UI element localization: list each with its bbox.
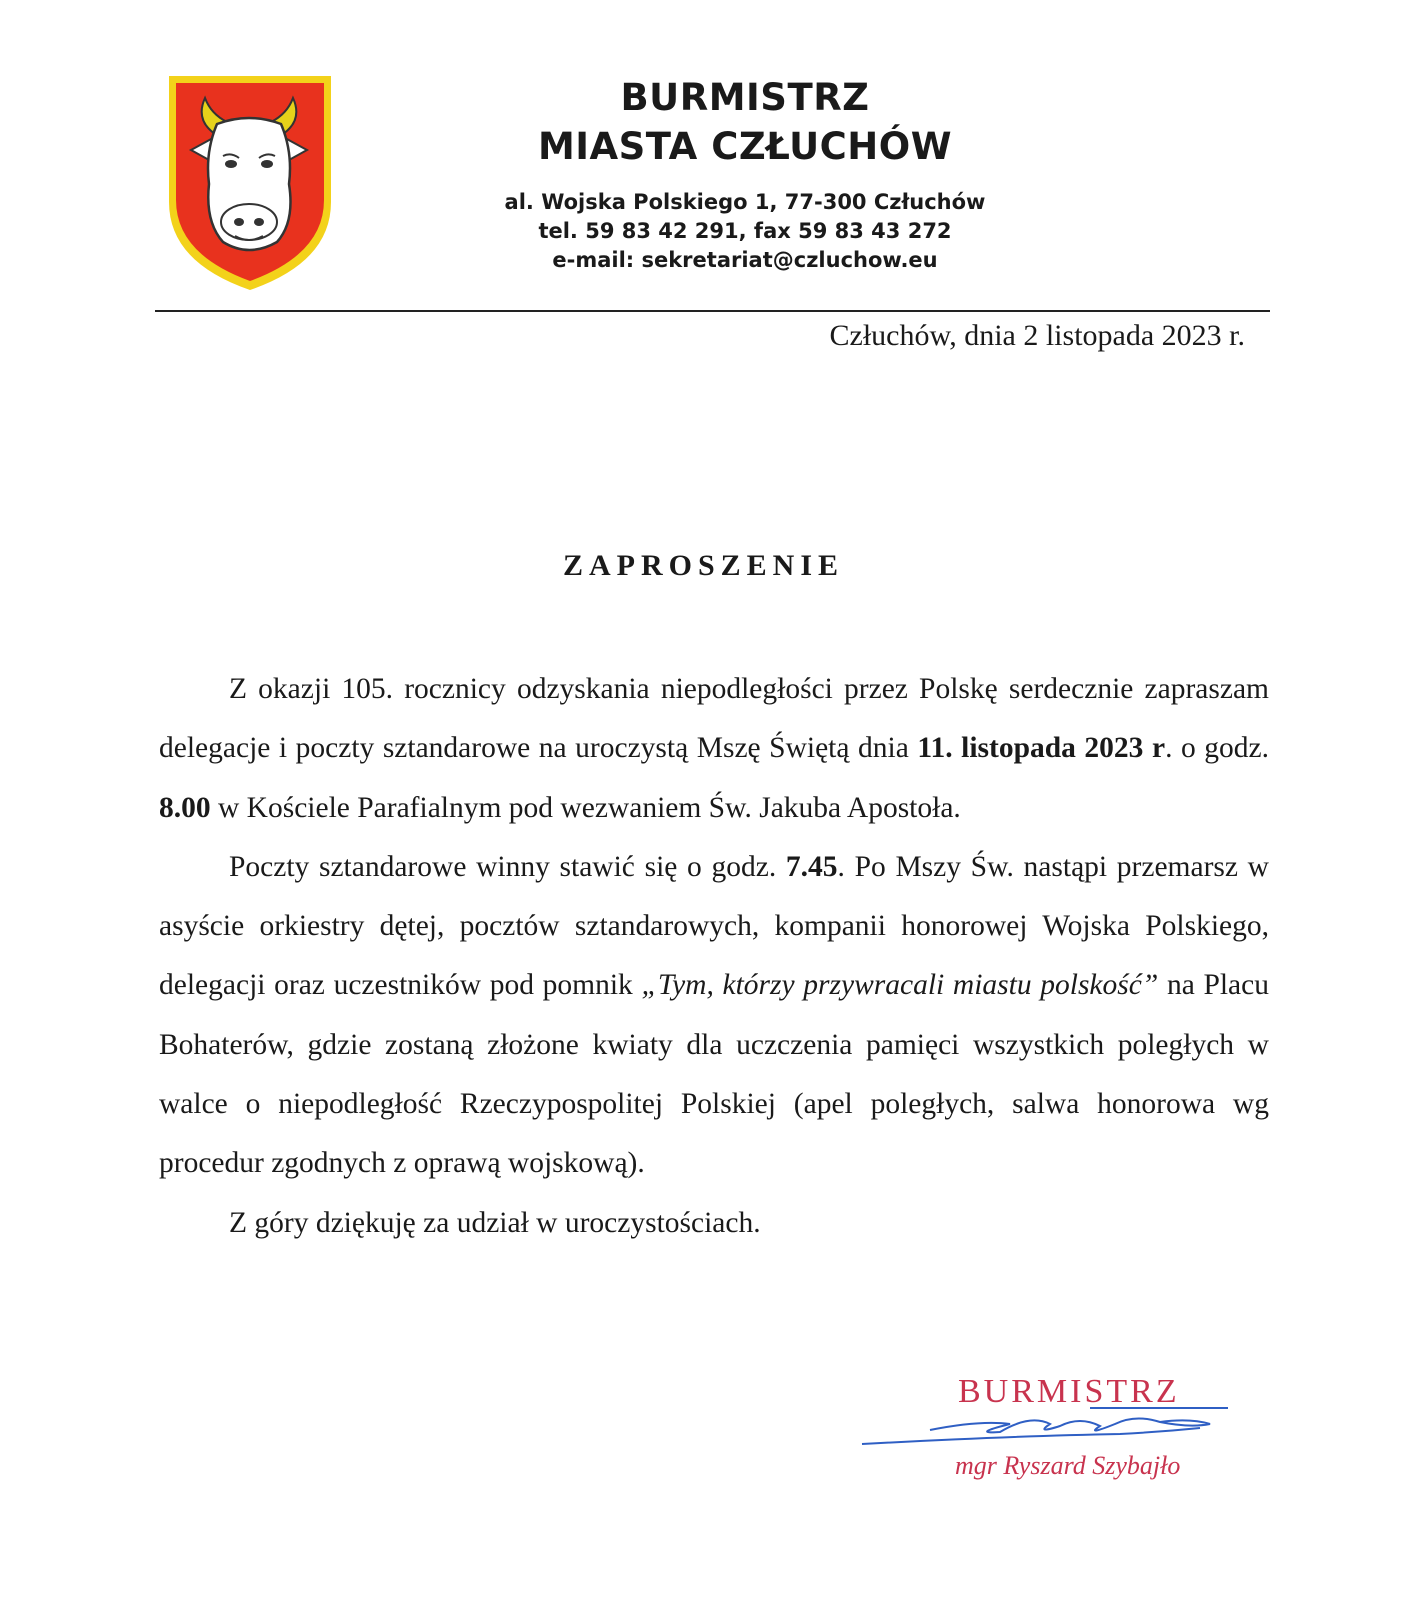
letterhead-title-line2: MIASTA CZŁUCHÓW [537,125,953,168]
date-line: Człuchów, dnia 2 listopada 2023 r. [829,319,1245,352]
event-time: 8.00 [159,791,211,824]
paragraph-1: Z okazji 105. rocznicy odzyskania niepodległości przez Polskę serdecznie zapraszam delegacje i poczty sztandarowe na uroczystą Mszę Świętą dnia 11. listopada 2023 r. o godz. 8.00 w Kościele Parafialnym pod wezwaniem Św. Jakuba Apostoła. [159,673,1270,824]
event-date: 11. listopada 2023 r [917,732,1166,765]
document-title: ZAPROSZENIE [562,549,845,582]
paragraph-3: Z góry dziękuję za udział w uroczystościach. [229,1206,761,1239]
letter-body [159,660,1269,1253]
letterhead-address: al. Wojska Polskiego 1, 77-300 Człuchów [504,190,986,214]
letterhead-email: e-mail: sekretariat@czluchow.eu [552,248,938,272]
header-divider [155,310,1270,312]
assembly-time: 7.45 [785,850,838,883]
coat-of-arms-bull-icon [165,72,335,294]
signature-stamp [860,1372,1260,1492]
paragraph-2: Poczty sztandarowe winny stawić się o godz. 7.45. Po Mszy Św. nastąpi przemarsz w asyście orkiestry dętej, pocztów sztandarowych, kompanii honorowej Wojska Polskiego, delegacji oraz uczestników pod pomnik „Tym, którzy przywracali miastu polskość” na Placu Bohaterów, gdzie zostaną złożone kwiaty dla uczczenia pamięci wszystkich poległych w walce o niepodległość Rzeczypospolitej Polskiej (apel poległych, salwa honorowa wg procedur zgodnych z oprawą wojskową). [159,850,1269,1180]
handwritten-signature-icon [860,1394,1260,1454]
monument-name: „Tym, którzy przywracali miastu polskość” [641,969,1159,1002]
signature-stamp-name: mgr Ryszard Szybajło [955,1451,1181,1480]
letterhead [460,74,1030,275]
letterhead-phone-fax: tel. 59 83 42 291, fax 59 83 43 272 [538,219,952,243]
signature-stamp-title: BURMISTRZ [958,1373,1180,1410]
letterhead-title-line1: BURMISTRZ [620,76,870,119]
